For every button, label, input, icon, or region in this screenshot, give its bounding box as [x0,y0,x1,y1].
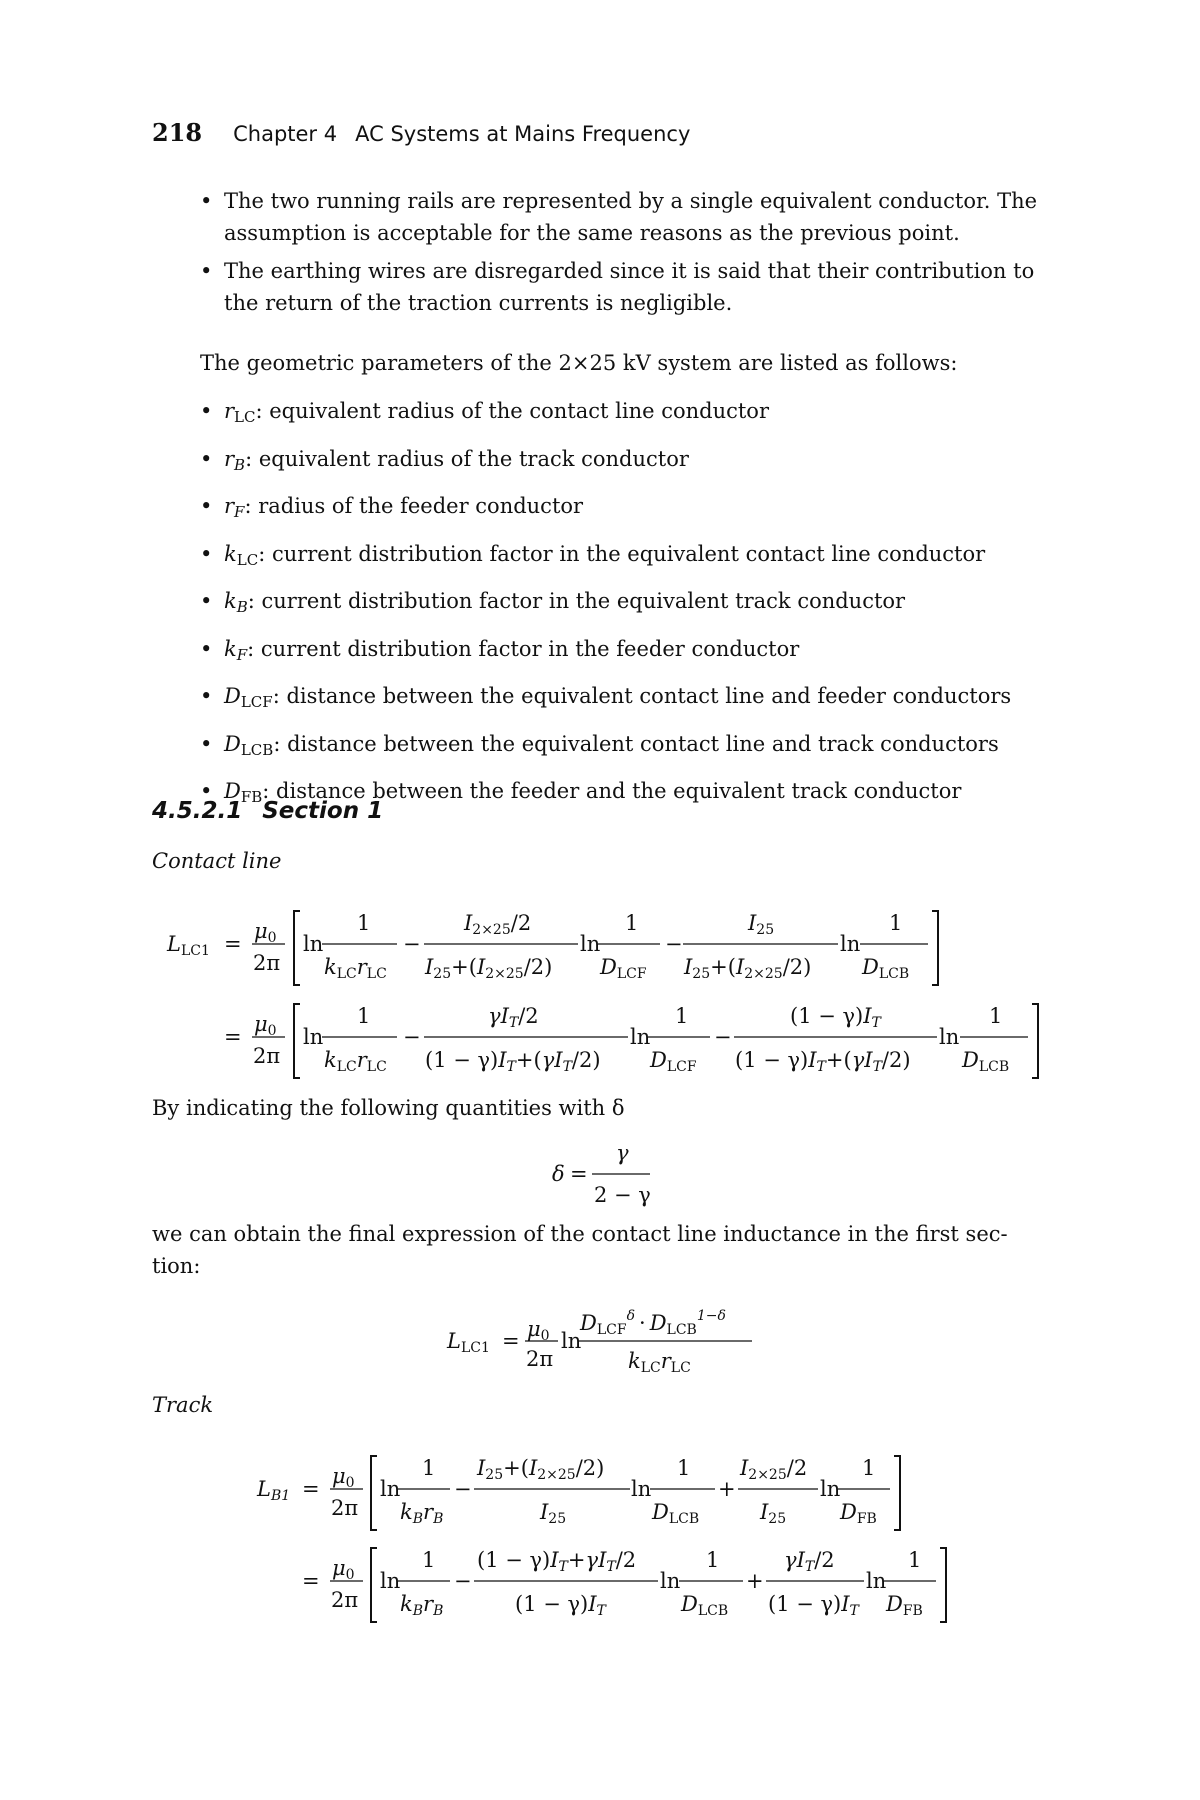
svg-text:(1 − γ)IT+(γIT/2): (1 − γ)IT+(γIT/2) [735,1048,911,1075]
svg-text:1: 1 [625,911,639,935]
svg-text:μ0: μ0 [332,1464,355,1491]
delta-intro: By indicating the following quantities with δ [152,1096,625,1120]
svg-text:(1 − γ)IT: (1 − γ)IT [515,1592,606,1619]
page-number: 218 [152,118,203,147]
equation-contact-line-1 [166,911,938,985]
svg-text:(1 − γ)IT+(γIT/2): (1 − γ)IT+(γIT/2) [425,1048,601,1075]
svg-text:I25: I25 [540,1500,567,1527]
parameter-item: • $r_B$: equivalent radius of the track conductor [200,439,1050,487]
svg-text:ln: ln [580,932,601,956]
svg-text:ln: ln [630,1025,651,1049]
equation-contact-line-2 [224,1004,1038,1078]
parameter-item: • $D_{LCB}$: distance between the equivalent contact line and track conductors [200,724,1050,772]
svg-text:2π: 2π [331,1588,359,1612]
svg-text:−: − [714,1025,732,1049]
svg-text:−: − [454,1569,472,1593]
svg-text:LLC1: LLC1 [167,932,210,959]
contact-line-label: Contact line [152,849,282,873]
svg-text:kLCrLC: kLCrLC [628,1349,691,1376]
final-intro-line: we can obtain the final expression of the contact line inductance in the first sec- [152,1222,1008,1246]
svg-text:DLCB: DLCB [862,955,910,982]
svg-text:1: 1 [677,1456,691,1480]
svg-text:1: 1 [989,1004,1003,1028]
svg-text:ln: ln [561,1329,582,1353]
final-intro-line: tion: [152,1254,201,1278]
svg-text:I2×25/2: I2×25/2 [740,1456,808,1483]
svg-text:1: 1 [675,1004,689,1028]
svg-text:μ0: μ0 [332,1556,355,1583]
svg-text:kBrB: kBrB [400,1500,444,1527]
svg-text:ln: ln [939,1025,960,1049]
svg-text:ln: ln [660,1569,681,1593]
section-number: 4.5.2.1 [152,798,243,824]
svg-text:2π: 2π [253,1044,281,1068]
svg-text:μ0: μ0 [527,1317,550,1344]
svg-text:+: + [718,1477,736,1501]
svg-text:γ: γ [616,1141,629,1165]
svg-text:=: = [224,932,242,956]
svg-text:LLC1: LLC1 [447,1329,490,1356]
svg-text:=: = [302,1477,320,1501]
svg-text:DLCB: DLCB [681,1592,729,1619]
equation-delta [552,1141,651,1207]
svg-text:μ0: μ0 [254,919,277,946]
parameter-item: • $k_{LC}$: current distribution factor in the equivalent contact line conductor [200,534,1050,582]
params-intro: The geometric parameters of the 2×25 kV system are listed as follows: [200,351,958,375]
svg-text:ln: ln [866,1569,887,1593]
svg-text:I25: I25 [748,911,775,938]
svg-text:2 − γ: 2 − γ [594,1183,651,1207]
svg-text:1: 1 [422,1456,436,1480]
equation-contact-line-final [446,1308,752,1376]
chapter-label: Chapter 4 [233,122,338,146]
svg-text:(1 − γ)IT+γIT/2: (1 − γ)IT+γIT/2 [477,1548,637,1575]
svg-text:I25+(I2×25/2): I25+(I2×25/2) [425,955,553,982]
svg-text:+: + [746,1569,764,1593]
svg-text:=: = [224,1025,242,1049]
svg-text:ln: ln [820,1477,841,1501]
svg-text:ln: ln [303,932,324,956]
equation-track-2 [302,1548,946,1622]
assumption-item: • The earthing wires are disregarded since it is said that their contribution to the return of the traction currents is negligible. [200,255,1050,319]
svg-text:=: = [302,1569,320,1593]
svg-text:2π: 2π [526,1347,554,1371]
svg-text:kBrB: kBrB [400,1592,444,1619]
svg-text:1: 1 [706,1548,720,1572]
svg-text:−: − [403,932,421,956]
svg-text:=: = [502,1329,520,1353]
svg-text:1: 1 [357,1004,371,1028]
parameter-item: • $D_{LCF}$: distance between the equivalent contact line and feeder conductors [200,676,1050,724]
section-title: Section 1 [262,798,384,824]
parameter-item: • $r_{LC}$: equivalent radius of the contact line conductor [200,391,1050,439]
parameter-item: • $r_F$: radius of the feeder conductor [200,486,1050,534]
svg-text:γIT/2: γIT/2 [784,1548,835,1575]
parameter-item: • $k_F$: current distribution factor in the feeder conductor [200,629,1050,677]
svg-text:−: − [403,1025,421,1049]
svg-text:DLCF: DLCF [600,955,647,982]
svg-text:DLCB: DLCB [962,1048,1010,1075]
svg-text:ln: ln [303,1025,324,1049]
svg-text:ln: ln [380,1477,401,1501]
parameter-item: • $D_{FB}$: distance between the feeder and the equivalent track conductor [200,771,1050,819]
svg-text:μ0: μ0 [254,1012,277,1039]
svg-text:(1 − γ)IT: (1 − γ)IT [768,1592,859,1619]
svg-text:1: 1 [422,1548,436,1572]
svg-text:(1 − γ)IT: (1 − γ)IT [790,1004,881,1031]
svg-text:δ: δ [552,1162,565,1186]
final-intro [152,1218,1052,1282]
svg-text:ln: ln [631,1477,652,1501]
svg-text:I25: I25 [760,1500,787,1527]
svg-text:I25+(I2×25/2): I25+(I2×25/2) [684,955,812,982]
svg-text:DFB: DFB [840,1500,877,1527]
svg-text:kLCrLC: kLCrLC [324,1048,387,1075]
parameter-item: • $k_B$: current distribution factor in the equivalent track conductor [200,581,1050,629]
svg-text:1: 1 [908,1548,922,1572]
svg-text:−: − [454,1477,472,1501]
svg-text:ln: ln [840,932,861,956]
chapter-title: AC Systems at Mains Frequency [355,122,691,146]
svg-text:2π: 2π [253,951,281,975]
svg-text:DLCF: DLCF [650,1048,697,1075]
svg-text:kLCrLC: kLCrLC [324,955,387,982]
equation-track-1 [256,1456,900,1530]
svg-text:1: 1 [862,1456,876,1480]
assumption-item: • The two running rails are represented by a single equivalent conductor. The assumption is acceptable for the same reasons as the previous point. [200,185,1050,249]
svg-text:I2×25/2: I2×25/2 [464,911,532,938]
svg-text:1: 1 [889,911,903,935]
svg-text:DLCFδ·DLCB1−δ: $DLCF^\delta$ · $DLCB^{1-\delta}$ [580,1308,726,1338]
svg-text:γIT/2: γIT/2 [488,1004,539,1031]
svg-text:−: − [665,932,683,956]
svg-text:=: = [570,1162,588,1186]
svg-text:ln: ln [380,1569,401,1593]
svg-text:LB1: LB1 [257,1477,291,1504]
svg-text:1: 1 [357,911,371,935]
svg-text:DLCB: DLCB [652,1500,700,1527]
svg-text:2π: 2π [331,1496,359,1520]
track-label: Track [152,1393,214,1417]
svg-text:I25+(I2×25/2): I25+(I2×25/2) [477,1456,605,1483]
svg-text:DFB: DFB [886,1592,923,1619]
